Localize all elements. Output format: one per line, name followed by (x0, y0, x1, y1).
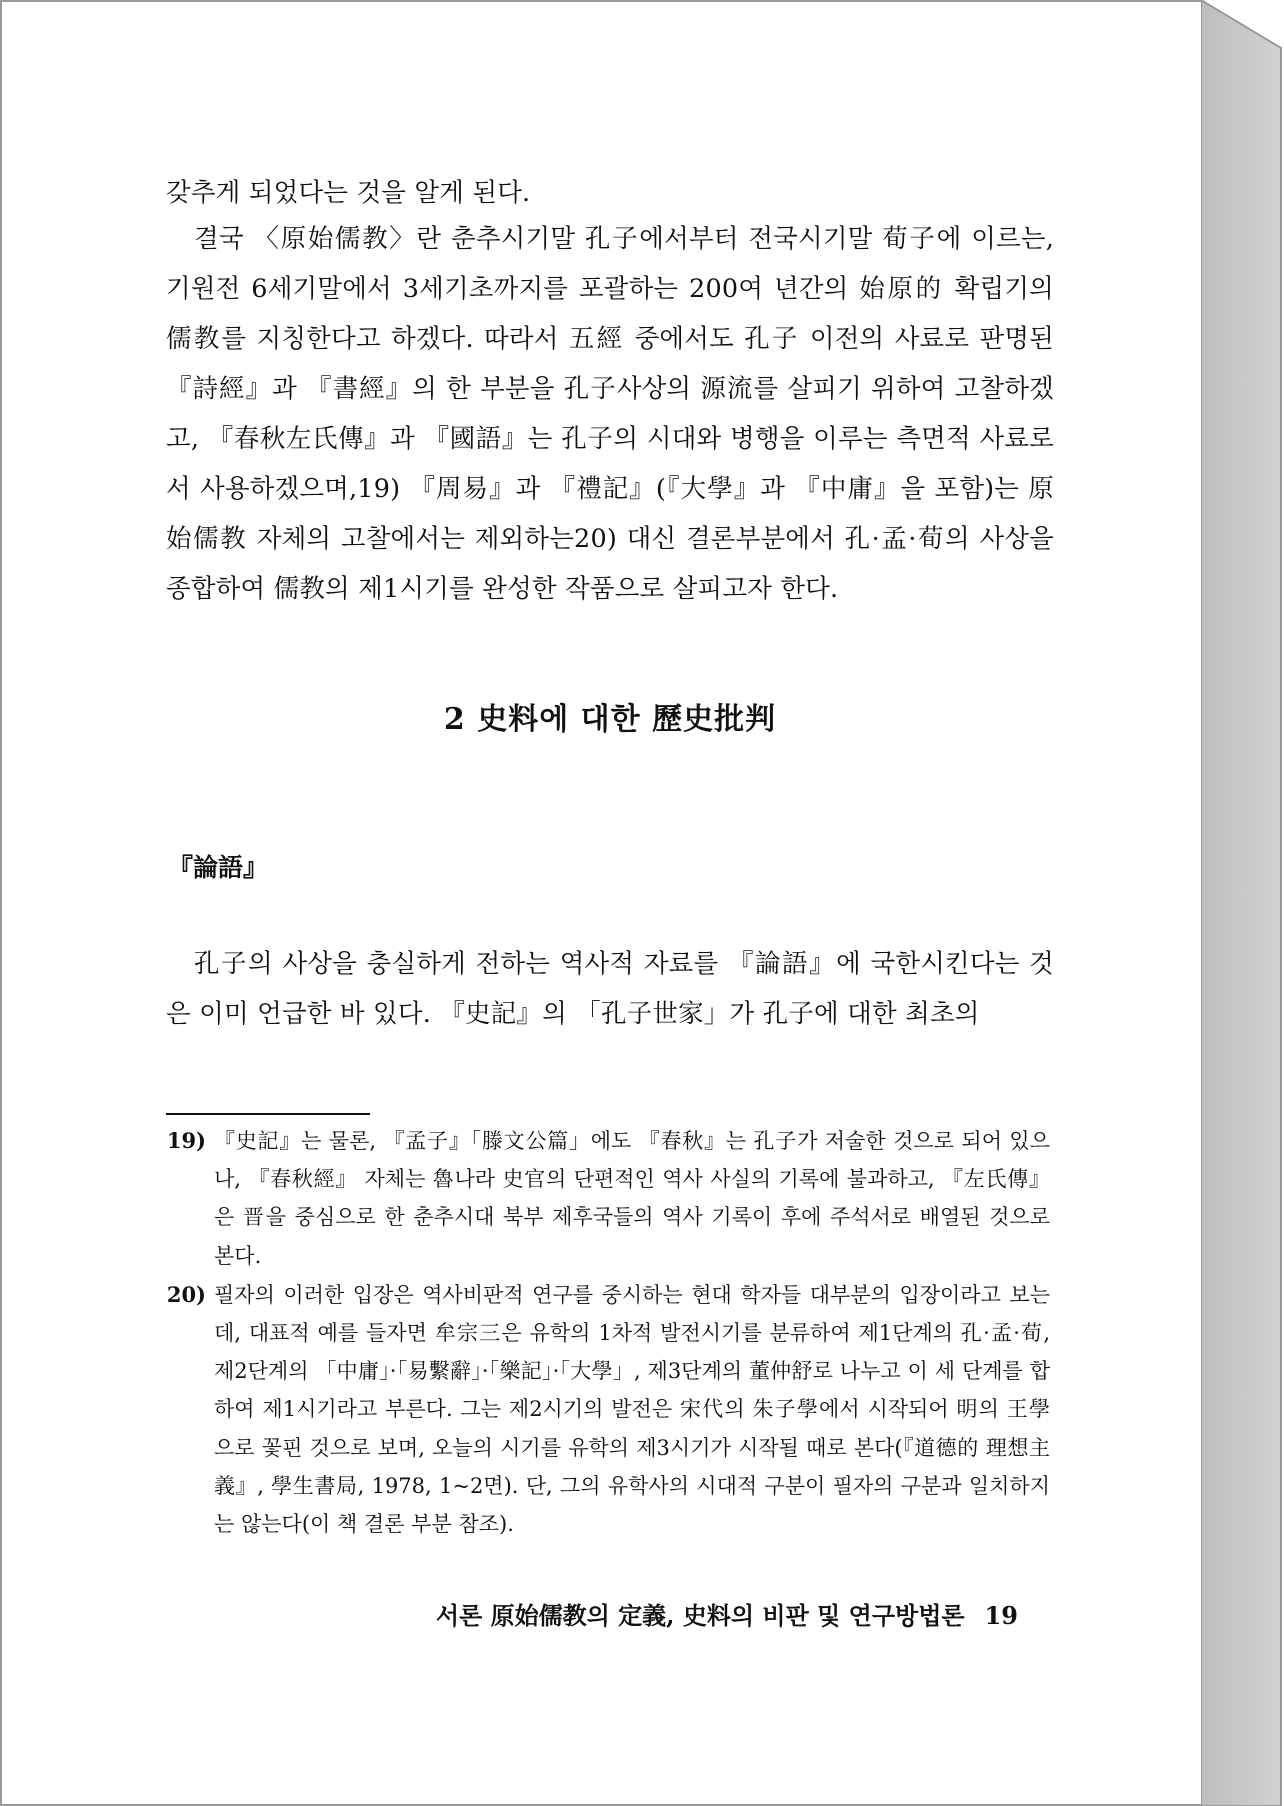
footnote-text: 필자의 이러한 입장은 역사비판적 연구를 중시하는 현대 학자들 대부분의 입장이라고 보는데, 대표적 예를 들자면 牟宗三은 유학의 1차적 발전시기를 분류하여 제1단계의 孔·孟·荀, 제2단계의 「中庸」·「易繫辭」·「樂記」·「大學」, 제3단계의 董仲舒로 나누고 이 세 단계를 합하여 제1시기라고 부른다. 그는 제2시기의 발전은 宋代의 朱子學에서 시작되어 明의 王學으로 꽃핀 것으로 보며, 오늘의 시기를 유학의 제3시기가 시작될 때로 본다(『道德的 理想主義』, 學生書局, 1978, 1~2면). 단, 그의 유학사의 시대적 구분이 필자의 구분과 일치하지는 않는다(이 책 결론 부분 참조). (214, 1282, 1050, 1537)
footnote-19 (166, 1122, 1050, 1275)
page-number: 19 (984, 1601, 1018, 1630)
footnote-20 (166, 1276, 1050, 1543)
footnote-number: 19) (166, 1128, 206, 1153)
body-paragraph-continued (166, 168, 1054, 218)
body-paragraph-2-wrap (166, 214, 1054, 614)
footnotes (166, 1122, 1050, 1544)
footnote-divider (166, 1113, 370, 1115)
footnote-text: 『史記』는 물론, 『孟子』「滕文公篇」에도 『春秋』는 孔子가 저술한 것으로 되어 있으나, 『春秋經』 자체는 魯나라 史官의 단편적인 역사 사실의 기록에 불과하고, 『左氏傳』은 晋을 중심으로 한 춘추시대 북부 제후국들의 역사 기록이 후에 주석서로 배열된 것으로 본다. (214, 1129, 1050, 1268)
footnote-number: 20) (166, 1281, 206, 1307)
paragraph-3: 孔子의 사상을 충실하게 전하는 역사적 자료를 『論語』에 국한시킨다는 것은 이미 언급한 바 있다. 『史記』의 「孔子世家」가 孔子에 대한 최초의 (166, 949, 1054, 1029)
paragraph-2: 결국 〈原始儒教〉란 춘추시기말 孔子에서부터 전국시기말 荀子에 이르는, 기원전 6세기말에서 3세기초까지를 포괄하는 200여 년간의 始原的 확립기의 儒教를 지칭한다고 하겠다. 따라서 五經 중에서도 孔子 이전의 사료로 판명된 『詩經』과 『書經』의 한 부분을 孔子사상의 源流를 살피기 위하여 고찰하겠고, 『春秋左氏傳』과 『國語』는 孔子의 시대와 병행을 이루는 측면적 사료로서 사용하겠으며,19) 『周易』과 『禮記』(『大學』과 『中庸』을 포함)는 原始儒教 자체의 고찰에서는 제외하는20) 대신 결론부분에서 孔·孟·荀의 사상을 종합하여 儒教의 제1시기를 완성한 작품으로 살피고자 한다. (166, 224, 1054, 604)
paragraph-1: 갖추게 되었다는 것을 알게 된다. (166, 178, 531, 208)
running-title: 서론 原始儒教의 定義, 史料의 비판 및 연구방법론 (435, 1601, 965, 1630)
book-edge-3d (1201, 0, 1284, 1806)
book-edge-shape (1201, 0, 1284, 1806)
section-title: 2 史料에 대한 歷史批判 (443, 702, 777, 737)
running-footer (166, 1596, 1018, 1631)
body-paragraph-3-wrap (166, 939, 1054, 1039)
sub-heading: 『論語』 (168, 853, 269, 882)
